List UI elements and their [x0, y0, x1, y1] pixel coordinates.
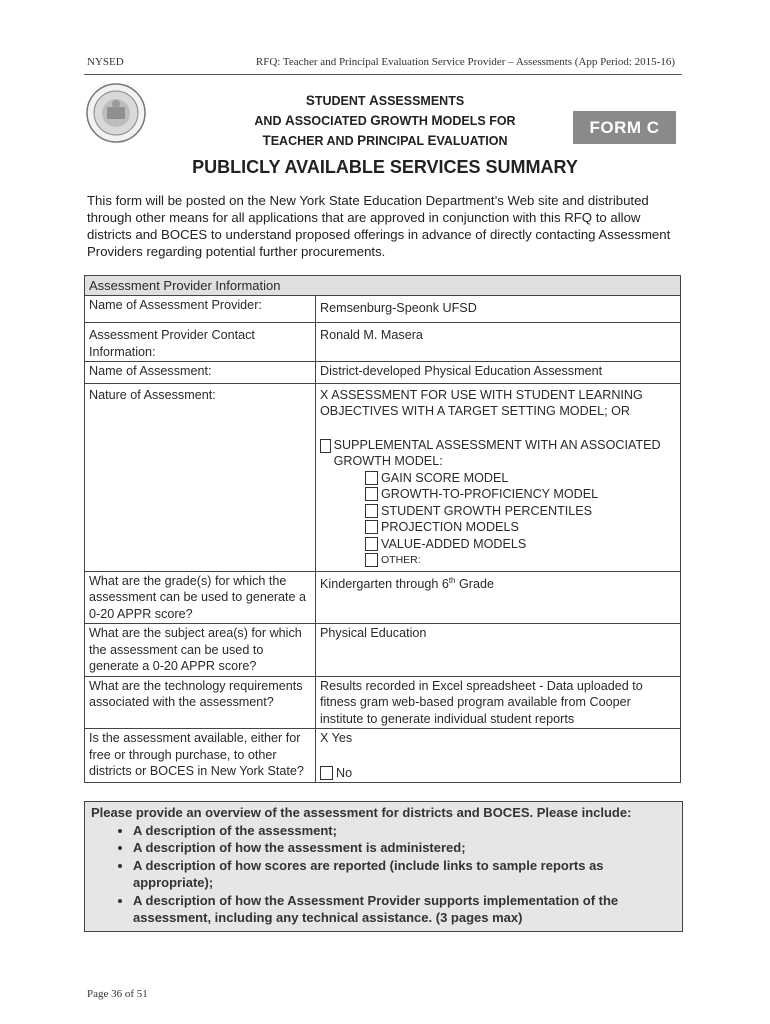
table-row	[85, 571, 681, 624]
intro-paragraph: This form will be posted on the New York State Education Department’s Web site and distributed through other means for all applications that are approved in conjunction with this RFQ to allow districts and BOCES to understand proposed offerings in advance of directly contacting Assessment Providers regarding potential further procurements.	[87, 193, 671, 259]
availability-no-label: No	[336, 765, 353, 780]
growth-model-label: OTHER:	[381, 554, 421, 566]
document-title	[240, 91, 530, 151]
list-item: • A description of the assessment;	[133, 822, 676, 840]
growth-model-item	[365, 486, 676, 503]
availability-label: Is the assessment available, either for free or through purchase, to other districts or BOCES in New York State?	[85, 729, 316, 783]
title-line-3: TEACHER AND PRINCIPAL EVALUATION	[262, 133, 508, 148]
growth-model-item	[365, 536, 676, 553]
subject-label: What are the subject area(s) for which the assessment can be used to generate a 0-20 APPR score?	[85, 624, 316, 677]
provider-value: Remsenburg-Speonk UFSD	[316, 295, 681, 323]
checkbox-icon[interactable]	[365, 487, 378, 501]
page-number: Page 36 of 51	[87, 988, 148, 1000]
nature-option-supplemental-label: SUPPLEMENTAL ASSESSMENT WITH AN ASSOCIATED GROWTH MODEL:	[333, 437, 661, 468]
overview-bullet-list	[91, 822, 676, 927]
checkbox-icon[interactable]	[365, 471, 378, 485]
nature-option-supplemental	[320, 437, 676, 470]
table-row	[85, 676, 681, 729]
checkbox-icon[interactable]	[320, 766, 333, 780]
list-item: • A description of how the Assessment Provider supports implementation of the assessment, including any technical assistance. (3 pages max)	[133, 892, 676, 927]
title-line-2: AND ASSOCIATED GROWTH MODELS FOR	[254, 113, 516, 128]
availability-yes: X Yes	[320, 731, 353, 745]
nature-label: Nature of Assessment:	[85, 383, 316, 571]
header-rfq: RFQ: Teacher and Principal Evaluation Service Provider – Assessments (App Period: 2015-16)	[255, 56, 675, 68]
overview-instructions-box	[84, 801, 683, 932]
growth-model-label: STUDENT GROWTH PERCENTILES	[381, 503, 593, 518]
header-agency: NYSED	[87, 56, 124, 68]
provider-label: Name of Assessment Provider:	[85, 295, 316, 323]
list-item: • A description of how scores are reported (include links to sample reports as appropriate);	[133, 857, 676, 892]
growth-model-item	[365, 503, 676, 520]
growth-model-label: GROWTH-TO-PROFICIENCY MODEL	[381, 487, 599, 501]
grades-value-ordinal: th	[448, 575, 456, 585]
header-divider	[84, 74, 682, 75]
growth-model-item	[365, 470, 676, 487]
nature-value	[316, 383, 681, 571]
growth-model-label: PROJECTION MODELS	[381, 520, 519, 534]
checkbox-icon[interactable]	[365, 537, 378, 551]
assessment-name-label: Name of Assessment:	[85, 362, 316, 384]
checkbox-icon[interactable]	[365, 504, 378, 518]
availability-value	[316, 729, 681, 783]
table-row	[85, 323, 681, 362]
table-row	[85, 624, 681, 677]
list-item: • A description of how the assessment is administered;	[133, 839, 676, 857]
table-row	[85, 383, 681, 571]
contact-value: Ronald M. Masera	[316, 323, 681, 362]
checkbox-icon[interactable]	[365, 520, 378, 534]
section-header: Assessment Provider Information	[85, 276, 681, 296]
grades-value	[316, 571, 681, 624]
growth-model-item	[365, 552, 676, 569]
technology-value: Results recorded in Excel spreadsheet - Data uploaded to fitness gram web-based program available from Cooper institute to generate individual student reports	[316, 676, 681, 729]
table-row	[85, 295, 681, 323]
subject-value: Physical Education	[316, 624, 681, 677]
nature-option-slo: X ASSESSMENT FOR USE WITH STUDENT LEARNING OBJECTIVES WITH A TARGET SETTING MODEL; OR	[320, 387, 643, 418]
technology-label: What are the technology requirements associated with the assessment?	[85, 676, 316, 729]
contact-label: Assessment Provider Contact Information:	[85, 323, 316, 362]
assessment-name-value: District-developed Physical Education Assessment	[316, 362, 681, 384]
availability-no	[320, 765, 676, 782]
overview-prompt: Please provide an overview of the assessment for districts and BOCES. Please include:	[91, 805, 632, 820]
table-row	[85, 729, 681, 783]
grades-label: What are the grade(s) for which the assessment can be used to generate a 0-20 APPR score?	[85, 571, 316, 624]
page-title: PUBLICLY AVAILABLE SERVICES SUMMARY	[192, 157, 578, 177]
checkbox-icon[interactable]	[365, 553, 378, 567]
provider-info-table	[84, 275, 681, 783]
table-row	[85, 362, 681, 384]
growth-model-list	[320, 470, 676, 569]
growth-model-item	[365, 519, 676, 536]
grades-value-suffix: Grade	[455, 576, 495, 591]
title-line-1: STUDENT ASSESSMENTS	[305, 93, 465, 108]
checkbox-icon[interactable]	[320, 439, 331, 453]
growth-model-label: GAIN SCORE MODEL	[381, 470, 509, 485]
state-seal-icon	[85, 82, 147, 144]
growth-model-label: VALUE-ADDED MODELS	[381, 536, 527, 551]
table-header-row	[85, 276, 681, 296]
grades-value-text: Kindergarten through 6	[320, 576, 449, 591]
form-badge: FORM C	[573, 111, 676, 144]
